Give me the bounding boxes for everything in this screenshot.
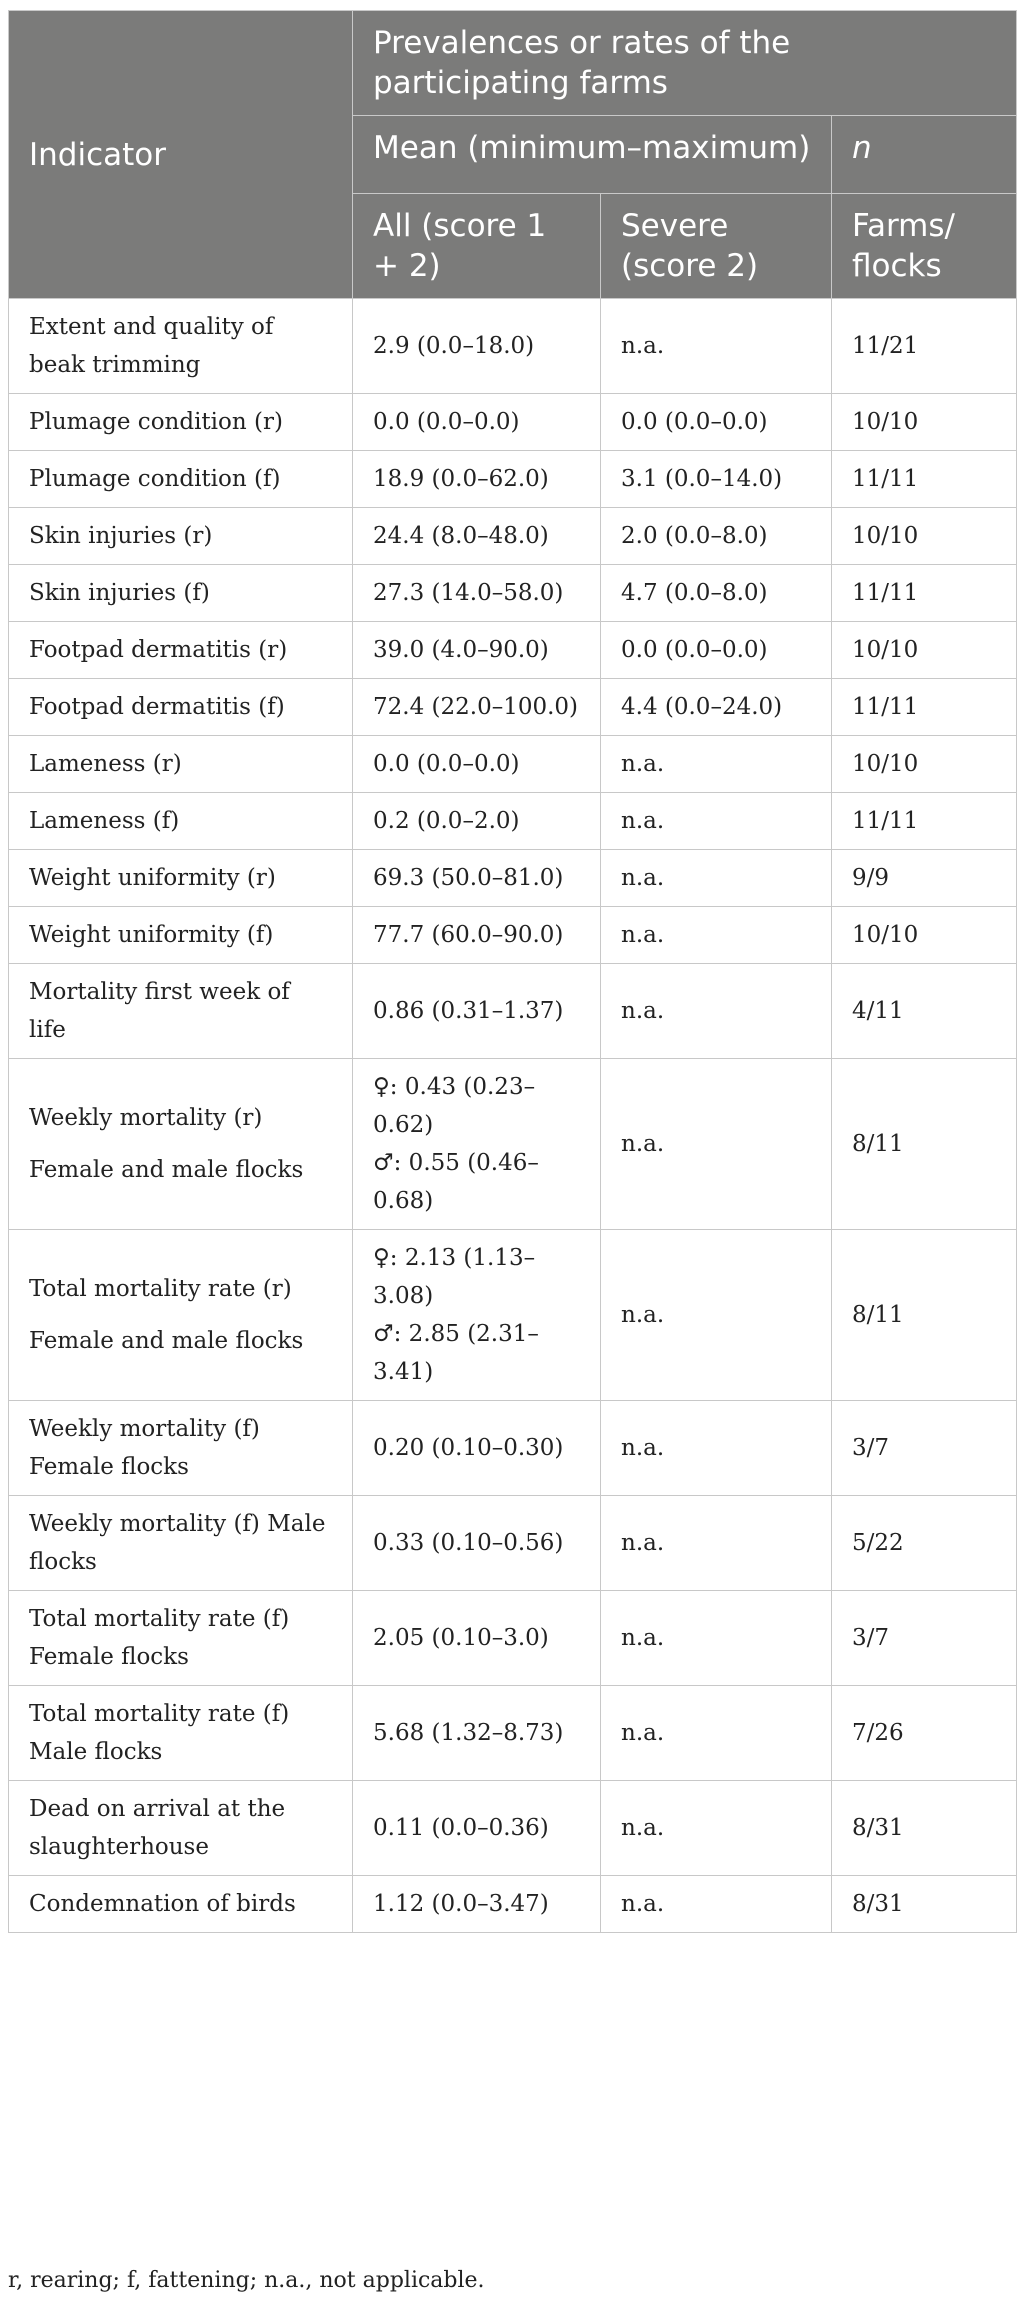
cell-indicator: Plumage condition (r) [9, 394, 353, 451]
cell-indicator: Footpad dermatitis (f) [9, 679, 353, 736]
cell-indicator: Total mortality rate (f) Female flocks [9, 1591, 353, 1686]
cell-indicator [9, 1059, 353, 1230]
cell-indicator: Mortality first week of life [9, 964, 353, 1059]
cell-n: 5/22 [832, 1496, 1017, 1591]
table-row [9, 394, 1017, 451]
cell-n: 3/7 [832, 1401, 1017, 1496]
cell-severe: n.a. [601, 907, 832, 964]
cell-all-male: ♂: 0.55 (0.46–0.68) [373, 1150, 539, 1214]
cell-all [353, 1059, 601, 1230]
table-row [9, 622, 1017, 679]
cell-n: 11/11 [832, 793, 1017, 850]
cell-all: 69.3 (50.0–81.0) [353, 850, 601, 907]
cell-indicator: Weekly mortality (f) Male flocks [9, 1496, 353, 1591]
cell-severe: n.a. [601, 1876, 832, 1933]
cell-n: 3/7 [832, 1591, 1017, 1686]
table-row [9, 565, 1017, 622]
cell-indicator-line2: Female and male flocks [29, 1157, 304, 1183]
table-row [9, 679, 1017, 736]
cell-all: 0.0 (0.0–0.0) [353, 394, 601, 451]
cell-severe: n.a. [601, 1686, 832, 1781]
table-row [9, 1496, 1017, 1591]
header-all: All (score 1 + 2) [353, 194, 601, 299]
cell-all: 24.4 (8.0–48.0) [353, 508, 601, 565]
cell-all: 2.05 (0.10–3.0) [353, 1591, 601, 1686]
table-row [9, 299, 1017, 394]
header-n: n [832, 116, 1017, 194]
cell-severe: n.a. [601, 1401, 832, 1496]
cell-all-female: ♀: 0.43 (0.23–0.62) [373, 1074, 536, 1138]
cell-severe: 0.0 (0.0–0.0) [601, 394, 832, 451]
cell-n: 8/11 [832, 1230, 1017, 1401]
cell-n: 10/10 [832, 622, 1017, 679]
cell-indicator-line1: Total mortality rate (r) [29, 1276, 292, 1302]
cell-indicator-line1: Weekly mortality (r) [29, 1105, 263, 1131]
cell-indicator: Weight uniformity (r) [9, 850, 353, 907]
cell-indicator: Lameness (f) [9, 793, 353, 850]
cell-n: 11/21 [832, 299, 1017, 394]
table-row [9, 1230, 1017, 1401]
cell-indicator: Skin injuries (f) [9, 565, 353, 622]
header-mean: Mean (minimum–maximum) [353, 116, 832, 194]
cell-indicator: Weight uniformity (f) [9, 907, 353, 964]
table-row [9, 1686, 1017, 1781]
cell-all: 0.11 (0.0–0.36) [353, 1781, 601, 1876]
cell-n: 10/10 [832, 394, 1017, 451]
cell-indicator: Plumage condition (f) [9, 451, 353, 508]
cell-indicator: Dead on arrival at the slaughterhouse [9, 1781, 353, 1876]
cell-all: 0.0 (0.0–0.0) [353, 736, 601, 793]
cell-severe: n.a. [601, 1230, 832, 1401]
cell-all: 0.2 (0.0–2.0) [353, 793, 601, 850]
cell-severe: n.a. [601, 793, 832, 850]
cell-severe: n.a. [601, 850, 832, 907]
table-row [9, 907, 1017, 964]
cell-all: 18.9 (0.0–62.0) [353, 451, 601, 508]
cell-severe: n.a. [601, 1496, 832, 1591]
cell-severe: n.a. [601, 1059, 832, 1230]
cell-indicator: Weekly mortality (f) Female flocks [9, 1401, 353, 1496]
cell-all: 5.68 (1.32–8.73) [353, 1686, 601, 1781]
table-row [9, 1401, 1017, 1496]
cell-n: 11/11 [832, 451, 1017, 508]
cell-severe: 2.0 (0.0–8.0) [601, 508, 832, 565]
cell-all: 72.4 (22.0–100.0) [353, 679, 601, 736]
table-row [9, 1591, 1017, 1686]
cell-severe: 3.1 (0.0–14.0) [601, 451, 832, 508]
table-row [9, 1876, 1017, 1933]
cell-n: 8/31 [832, 1876, 1017, 1933]
header-severe: Severe (score 2) [601, 194, 832, 299]
cell-n: 10/10 [832, 736, 1017, 793]
table-row [9, 736, 1017, 793]
cell-n: 11/11 [832, 679, 1017, 736]
cell-n: 8/31 [832, 1781, 1017, 1876]
cell-indicator: Extent and quality of beak trimming [9, 299, 353, 394]
table-row [9, 964, 1017, 1059]
cell-indicator: Skin injuries (r) [9, 508, 353, 565]
cell-all-female: ♀: 2.13 (1.13–3.08) [373, 1245, 536, 1309]
cell-all: 1.12 (0.0–3.47) [353, 1876, 601, 1933]
cell-all: 0.33 (0.10–0.56) [353, 1496, 601, 1591]
table-row [9, 850, 1017, 907]
cell-severe: n.a. [601, 964, 832, 1059]
cell-n: 9/9 [832, 850, 1017, 907]
cell-indicator: Total mortality rate (f) Male flocks [9, 1686, 353, 1781]
table-row [9, 1781, 1017, 1876]
cell-n: 10/10 [832, 907, 1017, 964]
cell-indicator: Condemnation of birds [9, 1876, 353, 1933]
cell-n: 7/26 [832, 1686, 1017, 1781]
cell-all: 2.9 (0.0–18.0) [353, 299, 601, 394]
cell-severe: 4.4 (0.0–24.0) [601, 679, 832, 736]
cell-severe: n.a. [601, 1591, 832, 1686]
cell-indicator: Lameness (r) [9, 736, 353, 793]
cell-all-male: ♂: 2.85 (2.31–3.41) [373, 1321, 539, 1385]
cell-indicator-line2: Female and male flocks [29, 1328, 304, 1354]
cell-n: 11/11 [832, 565, 1017, 622]
table-row [9, 451, 1017, 508]
cell-all [353, 1230, 601, 1401]
table-row [9, 1059, 1017, 1230]
cell-severe: 4.7 (0.0–8.0) [601, 565, 832, 622]
cell-all: 0.86 (0.31–1.37) [353, 964, 601, 1059]
cell-all: 27.3 (14.0–58.0) [353, 565, 601, 622]
cell-all: 39.0 (4.0–90.0) [353, 622, 601, 679]
cell-severe: 0.0 (0.0–0.0) [601, 622, 832, 679]
header-farms: Farms/ flocks [832, 194, 1017, 299]
table-row [9, 508, 1017, 565]
cell-n: 4/11 [832, 964, 1017, 1059]
cell-severe: n.a. [601, 299, 832, 394]
table-row [9, 793, 1017, 850]
cell-severe: n.a. [601, 736, 832, 793]
table-footnote: r, rearing; f, fattening; n.a., not applicable. [8, 2268, 485, 2293]
cell-indicator [9, 1230, 353, 1401]
cell-all: 77.7 (60.0–90.0) [353, 907, 601, 964]
cell-indicator: Footpad dermatitis (r) [9, 622, 353, 679]
cell-n: 10/10 [832, 508, 1017, 565]
header-prevalence: Prevalences or rates of the participating farms [353, 11, 1017, 116]
header-indicator: Indicator [9, 11, 353, 299]
cell-severe: n.a. [601, 1781, 832, 1876]
indicator-table [8, 10, 1017, 1933]
table-container [8, 10, 1016, 1933]
cell-n: 8/11 [832, 1059, 1017, 1230]
cell-all: 0.20 (0.10–0.30) [353, 1401, 601, 1496]
